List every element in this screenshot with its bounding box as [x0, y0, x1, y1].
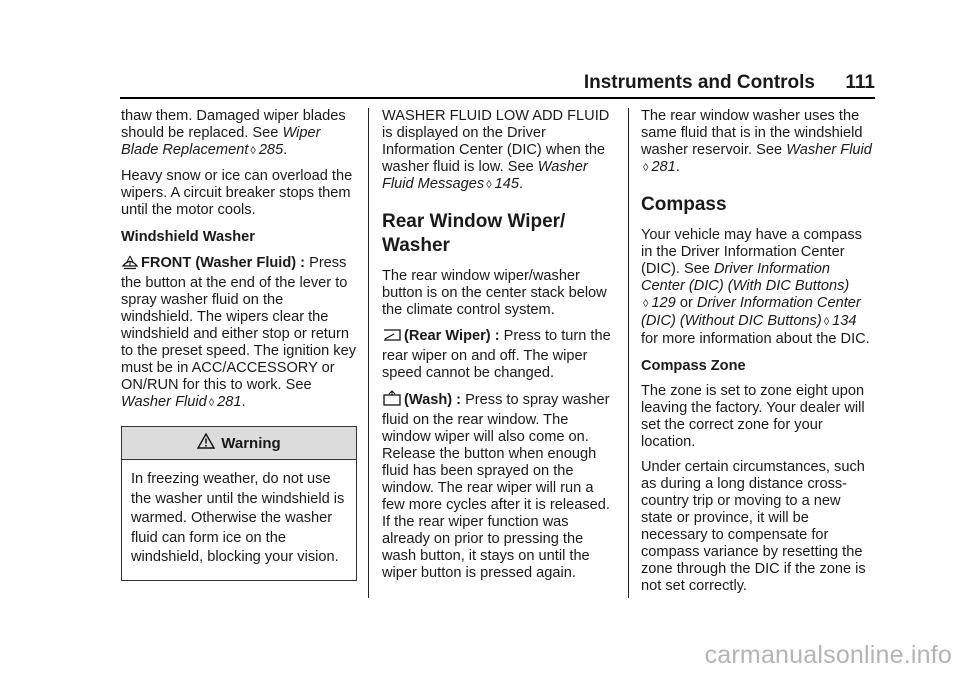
site-watermark: carmanualsonline.info — [704, 641, 952, 669]
paragraph: The rear window washer uses the same fluid that is in the windshield washer reservoir. See Washer Fluid ◊ 281. — [641, 108, 872, 175]
warning-text: In freezing weather, do not use the washer until the windshield is warmed. Otherwise the washer fluid can form ice on the windshield, blocking your vision. — [131, 471, 345, 565]
page-number: 111 — [845, 72, 875, 93]
page-reference[interactable]: 145 — [494, 176, 519, 192]
cross-reference-link[interactable]: Washer Fluid Messages — [382, 159, 588, 192]
section-title: Instruments and Controls — [583, 72, 815, 93]
subheading-compass-zone: Compass Zone — [641, 358, 746, 374]
column-2 — [382, 108, 612, 590]
paragraph: The rear window wiper/washer button is on the center stack below the climate control system. — [382, 268, 607, 318]
paragraph: thaw them. Damaged wiper blades should be replaced. See Wiper Blade Replacement ◊ 285. — [121, 108, 346, 158]
rear-wiper-icon — [382, 327, 402, 348]
cross-reference-link[interactable]: Washer Fluid — [786, 142, 872, 158]
warning-triangle-icon — [197, 433, 215, 453]
heading-compass: Compass — [641, 194, 727, 215]
column-divider — [628, 108, 629, 598]
warning-box — [121, 426, 357, 581]
paragraph: Your vehicle may have a compass in the Driver Information Center (DIC). See Driver Information Center (DIC) (With DIC Buttons) ◊ 129 or Driver Information Center (DIC) (Without DIC Buttons) ◊ 134 for more information about the DIC. — [641, 227, 870, 347]
paragraph: WASHER FLUID LOW ADD FLUID is displayed on the Driver Information Center (DIC) when the washer fluid is low. See Washer Fluid Messages ◊ 145. — [382, 108, 610, 192]
column-1 — [121, 108, 357, 581]
page-reference[interactable]: 281 — [651, 159, 676, 175]
warning-title: Warning — [221, 434, 281, 452]
paragraph: FRONT (Washer Fluid) : Press the button at the end of the lever to spray washer fluid on the windshield. The wipers clear the windshield and either stop or return to the preset speed. The ignition key must be in ACC/ACCESSORY or ON/RUN for this to work. See Washer Fluid ◊ 281. — [121, 255, 357, 410]
page-header — [120, 72, 875, 96]
column-divider — [368, 108, 369, 598]
page-ref-icon: ◊ — [643, 298, 649, 310]
header-rule — [120, 97, 875, 99]
warning-header — [122, 427, 356, 460]
paragraph: Heavy snow or ice can overload the wipers. A circuit breaker stops them until the motor cools. — [121, 168, 353, 218]
cross-reference-link[interactable]: Driver Information Center (DIC) (Without DIC Buttons) — [641, 295, 861, 329]
paragraph: (Wash) : Press to spray washer fluid on the rear window. The window wiper will also come on. Release the button when enough fluid has been sprayed on the window. The rear wiper will run a few more cycles after it is released. If the rear wiper function was already on prior to pressing the wash button, it stays on until the wiper button is pressed again. — [382, 392, 610, 581]
page-reference[interactable]: 281 — [217, 394, 242, 410]
paragraph: The zone is set to zone eight upon leaving the factory. Your dealer will set the correct zone for your location. — [641, 383, 865, 450]
page-ref-icon: ◊ — [486, 179, 492, 191]
rear-washer-icon — [382, 390, 402, 412]
heading-rear-window-wiper-washer: Rear Window Wiper/ Washer — [382, 211, 566, 256]
cross-reference-link[interactable]: Washer Fluid — [121, 394, 207, 410]
page-ref-icon: ◊ — [643, 162, 649, 174]
paragraph: Under certain circumstances, such as during a long distance cross-country trip or moving to a new state or province, it will be necessary to compensate for compass variance by resetting the zone through the DIC if the zone is not set correctly. — [641, 459, 866, 594]
paragraph: (Rear Wiper) : Press to turn the rear wiper on and off. The wiper speed cannot be changed. — [382, 328, 611, 381]
cross-reference-link[interactable]: Driver Information Center (DIC) (With DIC Buttons) — [641, 261, 850, 294]
page-reference[interactable]: 285 — [258, 142, 284, 158]
windshield-washer-icon — [121, 254, 139, 275]
page-reference[interactable]: 129 — [651, 295, 676, 311]
subheading-windshield-washer: Windshield Washer — [121, 229, 255, 245]
page-reference[interactable]: 134 — [832, 313, 857, 329]
page-ref-icon: ◊ — [823, 316, 830, 328]
page-ref-icon: ◊ — [208, 397, 215, 409]
page-ref-icon: ◊ — [250, 145, 256, 157]
cross-reference-link[interactable]: Wiper Blade Replacement — [121, 125, 321, 158]
column-3 — [641, 108, 873, 603]
